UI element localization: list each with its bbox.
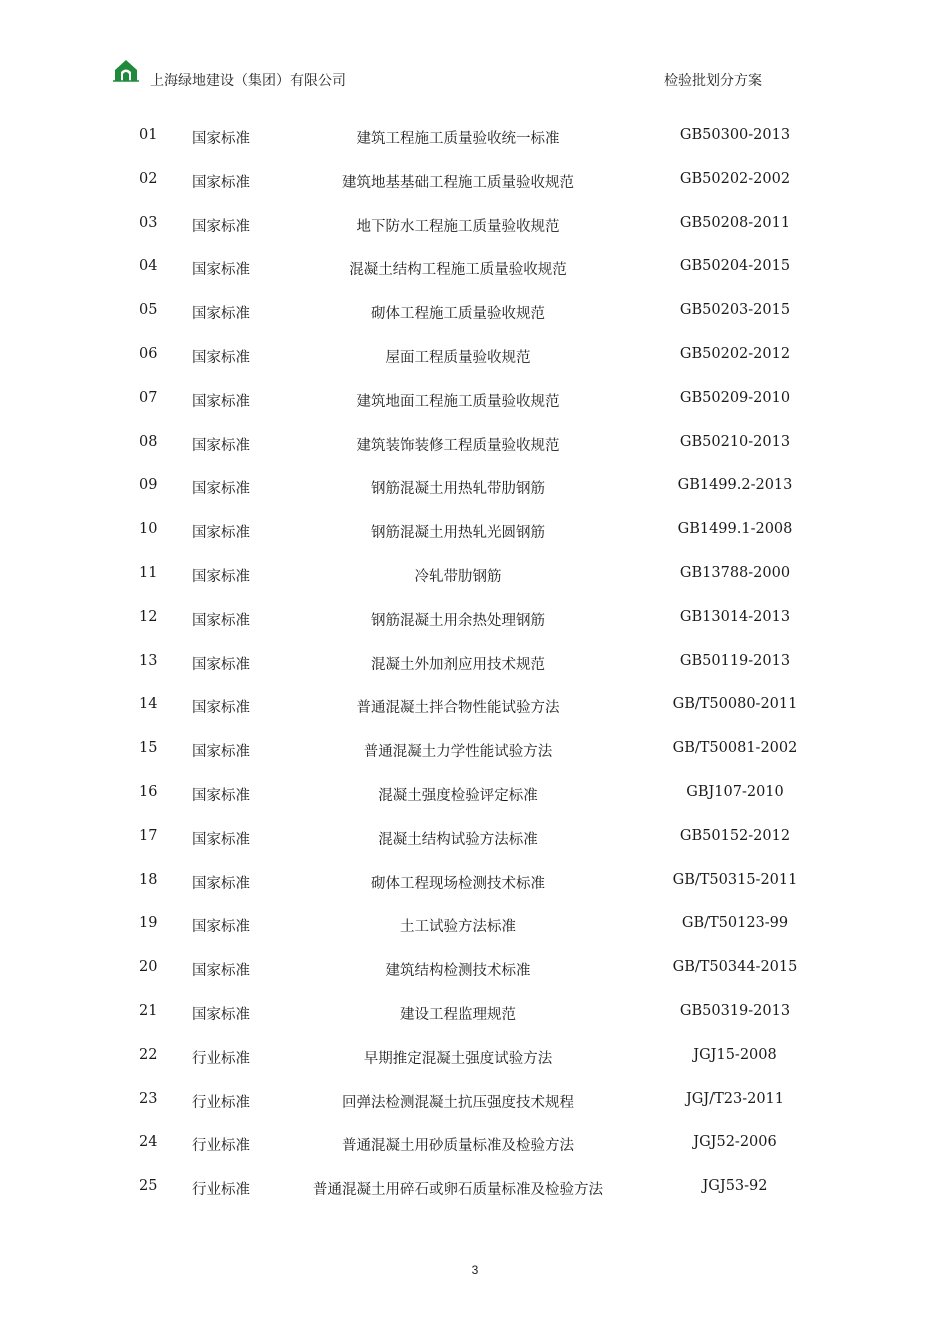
row-number: 01: [139, 127, 158, 143]
row-category: 国家标准: [192, 919, 250, 936]
list-item: [0, 1035, 950, 1079]
list-item: [0, 816, 950, 860]
row-standard-code: JGJ53-92: [702, 1178, 768, 1195]
row-number: 17: [139, 827, 158, 844]
row-category: 国家标准: [192, 1006, 250, 1023]
row-number: 24: [139, 1134, 158, 1151]
row-number: 06: [139, 345, 158, 362]
row-standard-name: 普通混凝土用砂质量标准及检验方法: [342, 1138, 574, 1155]
row-standard-name: 混凝土外加剂应用技术规范: [371, 656, 545, 673]
row-standard-name: 钢筋混凝土用热轧带肋钢筋: [371, 481, 545, 498]
list-item: [0, 115, 950, 159]
row-standard-code: GB13014-2013: [679, 608, 791, 625]
page-number: 3: [471, 1263, 479, 1277]
row-number: 25: [139, 1178, 158, 1195]
row-category: 行业标准: [192, 1094, 250, 1111]
row-standard-name: 砌体工程现场检测技术标准: [371, 875, 545, 892]
row-number: 16: [139, 783, 158, 800]
row-category: 国家标准: [192, 437, 250, 454]
list-item: [0, 465, 950, 509]
row-standard-name: 屋面工程质量验收规范: [385, 349, 531, 366]
company-name: 上海绿地建设（集团）有限公司: [150, 73, 346, 89]
row-category: 国家标准: [192, 700, 250, 717]
row-standard-name: 钢筋混凝土用热轧光圆钢筋: [371, 525, 545, 542]
row-standard-code: JGJ52-2006: [693, 1134, 777, 1151]
row-category: 国家标准: [192, 875, 250, 892]
row-number: 04: [139, 258, 158, 275]
row-standard-code: GB/T50123-99: [681, 915, 789, 932]
row-category: 国家标准: [192, 131, 250, 147]
row-standard-name: 回弹法检测混凝土抗压强度技术规程: [342, 1094, 574, 1111]
row-standard-code: GB50119-2013: [679, 652, 791, 669]
list-item: [0, 553, 950, 597]
list-item: [0, 1166, 950, 1210]
row-standard-code: GB50152-2012: [679, 827, 791, 844]
row-standard-name: 冷轧带肋钢筋: [414, 568, 502, 585]
row-standard-code: GB50204-2015: [679, 258, 791, 275]
row-standard-name: 普通混凝土拌合物性能试验方法: [356, 700, 560, 717]
list-item: [0, 684, 950, 728]
list-item: [0, 334, 950, 378]
row-number: 23: [139, 1090, 158, 1107]
row-category: 行业标准: [192, 1182, 250, 1199]
list-item: [0, 641, 950, 685]
row-number: 15: [139, 740, 158, 757]
row-category: 国家标准: [192, 349, 250, 366]
row-standard-code: GB/T50080-2011: [672, 696, 798, 713]
row-number: 08: [139, 433, 158, 450]
row-number: 13: [139, 652, 158, 669]
row-standard-code: GB50202-2002: [679, 170, 791, 187]
row-standard-code: GB50208-2011: [679, 214, 791, 231]
list-item: [0, 159, 950, 203]
row-category: 国家标准: [192, 963, 250, 980]
row-standard-code: GB13788-2000: [679, 564, 791, 581]
list-item: [0, 290, 950, 334]
row-standard-code: GB1499.2-2013: [677, 477, 793, 494]
row-number: 10: [139, 521, 158, 538]
list-item: [0, 860, 950, 904]
row-standard-code: GB50209-2010: [679, 389, 791, 406]
row-standard-name: 建筑地基基础工程施工质量验收规范: [342, 174, 574, 191]
row-standard-name: 地下防水工程施工质量验收规范: [356, 218, 560, 235]
row-category: 国家标准: [192, 525, 250, 542]
row-standard-name: 建设工程监理规范: [400, 1006, 516, 1023]
row-standard-name: 混凝土结构工程施工质量验收规范: [349, 262, 567, 279]
list-item: [0, 991, 950, 1035]
row-standard-name: 建筑工程施工质量验收统一标准: [356, 131, 560, 147]
row-category: 国家标准: [192, 787, 250, 804]
row-standard-name: 钢筋混凝土用余热处理钢筋: [371, 612, 545, 629]
row-number: 19: [139, 915, 158, 932]
document-title: 检验批划分方案: [664, 73, 762, 89]
row-number: 02: [139, 170, 158, 187]
list-item: [0, 1079, 950, 1123]
row-standard-name: 土工试验方法标准: [400, 919, 516, 936]
company-logo-icon: [113, 58, 139, 82]
list-item: [0, 509, 950, 553]
row-category: 国家标准: [192, 831, 250, 848]
row-standard-code: GB50203-2015: [679, 302, 791, 319]
row-category: 国家标准: [192, 218, 250, 235]
row-number: 07: [139, 389, 158, 406]
row-category: 国家标准: [192, 481, 250, 498]
list-item: [0, 728, 950, 772]
row-number: 22: [139, 1046, 158, 1063]
row-number: 21: [139, 1002, 158, 1019]
row-standard-code: GB1499.1-2008: [677, 521, 793, 538]
list-item: [0, 903, 950, 947]
row-standard-code: JGJ/T23-2011: [685, 1090, 785, 1107]
row-category: 行业标准: [192, 1138, 250, 1155]
row-standard-code: GBJ107-2010: [686, 783, 784, 800]
list-item: [0, 203, 950, 247]
row-number: 14: [139, 696, 158, 713]
row-standard-code: GB50202-2012: [679, 345, 791, 362]
standards-list: [0, 115, 950, 1210]
row-category: 国家标准: [192, 393, 250, 410]
row-standard-name: 砌体工程施工质量验收规范: [371, 306, 545, 323]
row-category: 国家标准: [192, 262, 250, 279]
row-standard-code: GB/T50081-2002: [672, 740, 798, 757]
header-divider: [113, 96, 837, 97]
row-standard-code: GB/T50344-2015: [672, 959, 798, 976]
list-item: [0, 422, 950, 466]
row-category: 国家标准: [192, 656, 250, 673]
page-header: [0, 0, 950, 100]
list-item: [0, 772, 950, 816]
row-number: 20: [139, 959, 158, 976]
row-category: 行业标准: [192, 1050, 250, 1067]
row-number: 09: [139, 477, 158, 494]
row-standard-code: GB50210-2013: [679, 433, 791, 450]
row-category: 国家标准: [192, 744, 250, 761]
row-category: 国家标准: [192, 612, 250, 629]
row-number: 18: [139, 871, 158, 888]
row-standard-name: 建筑地面工程施工质量验收规范: [356, 393, 560, 410]
row-number: 05: [139, 302, 158, 319]
list-item: [0, 1122, 950, 1166]
row-standard-name: 建筑装饰装修工程质量验收规范: [356, 437, 560, 454]
row-standard-name: 建筑结构检测技术标准: [385, 963, 531, 980]
row-number: 11: [139, 564, 158, 581]
row-standard-code: JGJ15-2008: [693, 1046, 777, 1063]
row-category: 国家标准: [192, 568, 250, 585]
list-item: [0, 246, 950, 290]
row-number: 12: [139, 608, 158, 625]
list-item: [0, 947, 950, 991]
row-standard-code: GB/T50315-2011: [672, 871, 798, 888]
row-category: 国家标准: [192, 306, 250, 323]
row-standard-name: 普通混凝土力学性能试验方法: [363, 744, 553, 761]
row-standard-name: 混凝土强度检验评定标准: [378, 787, 538, 804]
row-standard-name: 普通混凝土用碎石或卵石质量标准及检验方法: [313, 1182, 603, 1199]
row-standard-name: 早期推定混凝土强度试验方法: [363, 1050, 553, 1067]
row-number: 03: [139, 214, 158, 231]
row-category: 国家标准: [192, 174, 250, 191]
row-standard-name: 混凝土结构试验方法标准: [378, 831, 538, 848]
list-item: [0, 378, 950, 422]
row-standard-code: GB50300-2013: [679, 127, 791, 143]
list-item: [0, 597, 950, 641]
row-standard-code: GB50319-2013: [679, 1002, 791, 1019]
